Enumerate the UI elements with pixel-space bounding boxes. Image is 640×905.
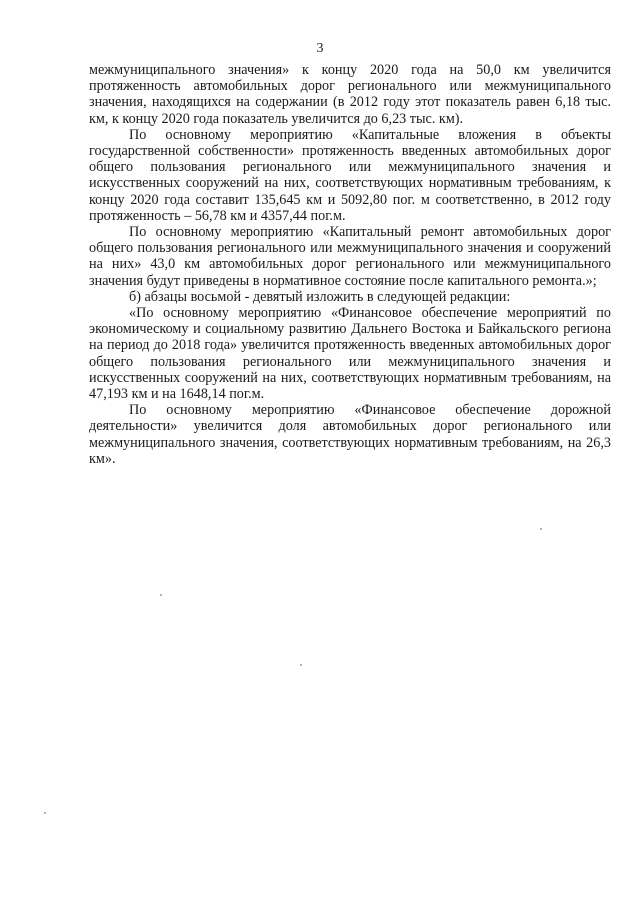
page-number: 3 xyxy=(316,41,324,56)
paragraph-continuation: межмуниципального значения» к концу 2020 года на 50,0 км увеличится протяженность автомобильных дорог регионального или межмуниципального значения, находящихся на содержании (в 2012 году этот показатель равен 6,18 тыс. км, к концу 2020 года показатель увеличится до 6,23 тыс. км). xyxy=(89,62,611,127)
paragraph-far-east-development: «По основному мероприятию «Финансовое обеспечение мероприятий по экономическому и социальному развитию Дальнего Востока и Байкальского региона на период до 2018 года» увеличится протяженность введенных автомобильных дорог общего пользования регионального или межмуниципального значения и искусственных сооружений на них, соответствующих нормативным требованиям, на 47,193 км и на 1648,14 пог.м. xyxy=(89,305,611,403)
scan-speck xyxy=(44,812,46,814)
scan-speck xyxy=(540,528,542,530)
paragraph-amendment-b: б) абзацы восьмой - девятый изложить в следующей редакции: xyxy=(129,288,511,305)
paragraph-capital-repair: По основному мероприятию «Капитальный ремонт автомобильных дорог общего пользования регионального или межмуниципального значения и сооружений на них» 43,0 км автомобильных дорог регионального или межмуниципального значения будут приведены в нормативное состояние после капитального ремонта.»; xyxy=(89,224,611,289)
document-body xyxy=(89,62,611,467)
paragraph-capital-investments: По основному мероприятию «Капитальные вложения в объекты государственной собственности» протяженность введенных автомобильных дорог общего пользования регионального или межмуниципального значения и искусственных сооружений на них, соответствующих нормативным требованиям, к концу 2020 года составит 135,645 км и 5092,80 пог. м соответственно, в 2012 году протяженность – 56,78 км и 4357,44 пог.м. xyxy=(89,126,611,224)
scan-speck xyxy=(160,594,162,596)
paragraph-road-activity-funding: По основному мероприятию «Финансовое обеспечение дорожной деятельности» увеличится доля автомобильных дорог регионального или межмуниципального значения, соответствующих нормативным требованиям, на 26,3 км». xyxy=(89,402,611,467)
scan-speck xyxy=(300,664,302,666)
